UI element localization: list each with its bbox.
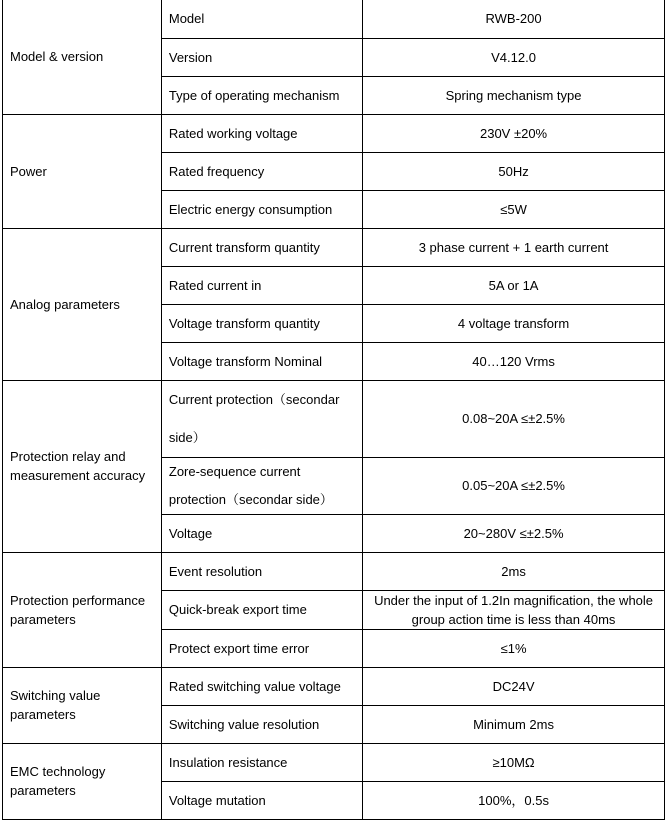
param-value: 0.08~20A ≤±2.5% [363, 380, 665, 457]
table-row [3, 552, 665, 590]
param-label: Protect export time error [161, 629, 362, 667]
param-label: Rated frequency [161, 152, 362, 190]
param-value: Spring mechanism type [363, 76, 665, 114]
param-label: Current protection（secondar side） [161, 380, 362, 457]
table-row [3, 114, 665, 152]
param-label: Version [161, 38, 362, 76]
param-value: RWB-200 [363, 0, 665, 38]
param-value: 3 phase current + 1 earth current [363, 228, 665, 266]
param-value: 40…120 Vrms [363, 342, 665, 380]
table-row [3, 228, 665, 266]
param-label: Voltage transform quantity [161, 304, 362, 342]
param-value: Minimum 2ms [363, 705, 665, 743]
param-label: Switching value resolution [161, 705, 362, 743]
group-label: Model & version [3, 0, 162, 114]
param-value: 100%，0.5s [363, 781, 665, 819]
table-row [3, 380, 665, 457]
param-value: 230V ±20% [363, 114, 665, 152]
param-value: 5A or 1A [363, 266, 665, 304]
param-value: ≤5W [363, 190, 665, 228]
spec-table [2, 0, 665, 820]
param-label: Electric energy consumption [161, 190, 362, 228]
param-label: Voltage [161, 514, 362, 552]
param-value: 2ms [363, 552, 665, 590]
param-value: 20~280V ≤±2.5% [363, 514, 665, 552]
param-label: Quick-break export time [161, 590, 362, 629]
table-row [3, 743, 665, 781]
param-label: Type of operating mechanism [161, 76, 362, 114]
param-label: Rated current in [161, 266, 362, 304]
param-value: ≥10MΩ [363, 743, 665, 781]
param-label: Voltage mutation [161, 781, 362, 819]
param-label: Model [161, 0, 362, 38]
param-value: V4.12.0 [363, 38, 665, 76]
param-label: Zore-sequence current protection（secondar side） [161, 457, 362, 514]
param-value: 50Hz [363, 152, 665, 190]
param-label: Current transform quantity [161, 228, 362, 266]
param-label: Voltage transform Nominal [161, 342, 362, 380]
table-row [3, 0, 665, 38]
group-label: Switching value parameters [3, 667, 162, 743]
table-row [3, 667, 665, 705]
param-value: Under the input of 1.2In magnification, the whole group action time is less than 40ms [363, 590, 665, 629]
param-label: Insulation resistance [161, 743, 362, 781]
param-label: Event resolution [161, 552, 362, 590]
param-value: 4 voltage transform [363, 304, 665, 342]
param-label: Rated working voltage [161, 114, 362, 152]
param-value: DC24V [363, 667, 665, 705]
param-value: 0.05~20A ≤±2.5% [363, 457, 665, 514]
param-value: ≤1% [363, 629, 665, 667]
group-label: Protection relay and measurement accuracy [3, 380, 162, 552]
group-label: Analog parameters [3, 228, 162, 380]
group-label: Power [3, 114, 162, 228]
group-label: EMC technology parameters [3, 743, 162, 819]
param-label: Rated switching value voltage [161, 667, 362, 705]
group-label: Protection performance parameters [3, 552, 162, 667]
